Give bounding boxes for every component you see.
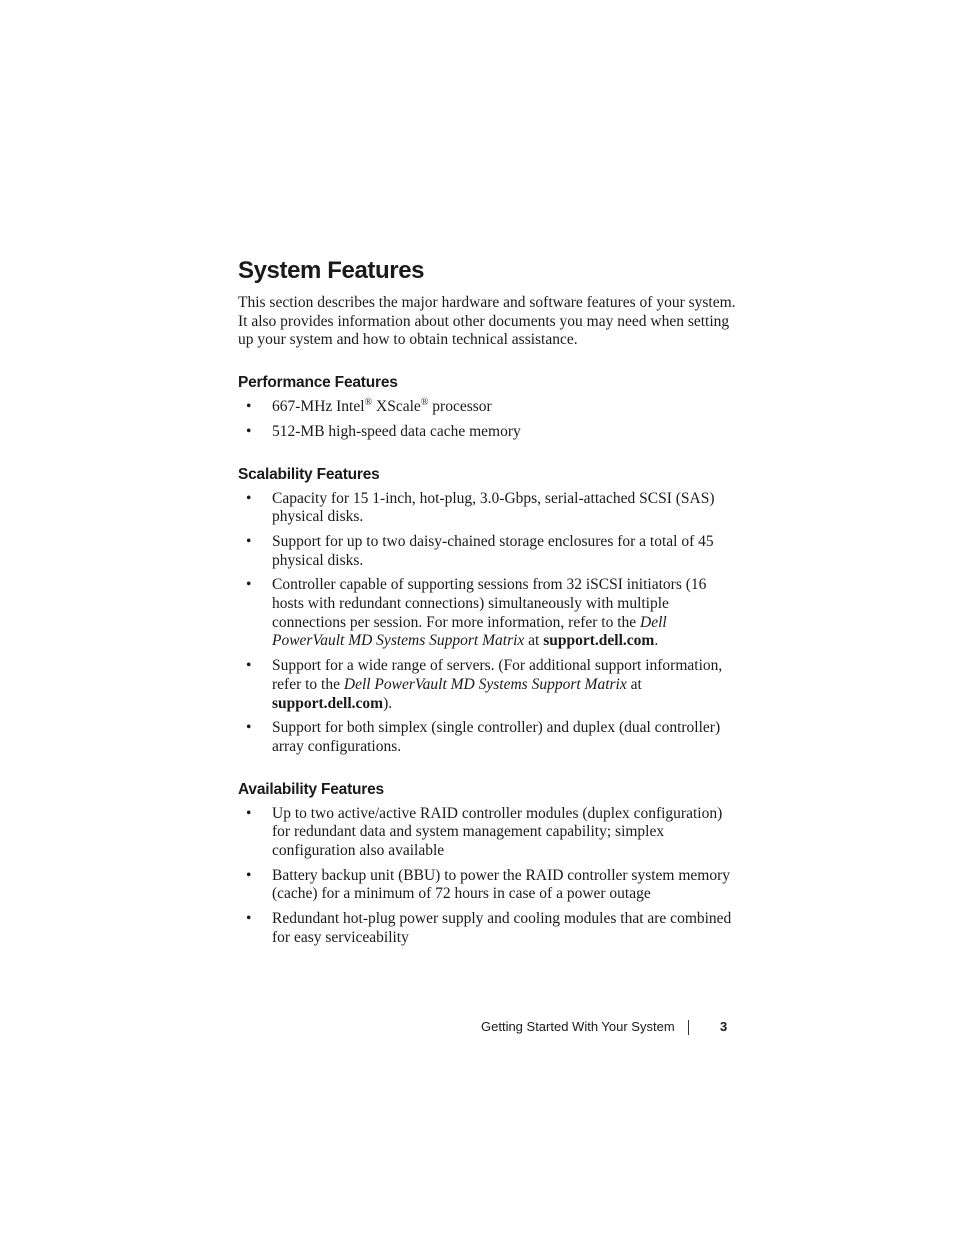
item-text: Support for a wide range of servers. (For additional support information, refer to the	[272, 657, 723, 693]
bullet: •	[246, 532, 252, 550]
bullet: •	[246, 576, 252, 594]
bullet: •	[246, 866, 252, 884]
item-text: 667-MHz Intel	[272, 398, 365, 416]
page-title: System Features	[238, 257, 425, 284]
registered-mark: ®	[420, 396, 429, 408]
list-item	[238, 423, 738, 442]
bullet: •	[246, 489, 252, 507]
item-text: at	[524, 632, 544, 650]
performance-list	[238, 398, 738, 441]
list-item	[238, 867, 738, 904]
item-text: ).	[383, 694, 393, 712]
item-text: Capacity for 15 1-inch, hot-plug, 3.0-Gbps, serial-attached SCSI (SAS) physical disks.	[272, 489, 715, 526]
bullet: •	[246, 398, 252, 416]
item-text: at	[626, 675, 642, 693]
support-link[interactable]: support.dell.com	[543, 632, 655, 650]
list-item	[238, 576, 738, 651]
bullet: •	[246, 422, 252, 440]
list-item	[238, 657, 738, 713]
scalability-list	[238, 490, 738, 757]
item-text: processor	[428, 398, 492, 416]
intro-paragraph: This section describes the major hardware and software features of your system. It also provides information about other documents you may need when setting up your system and how to obtain technical assistance.	[238, 294, 736, 349]
page-footer	[481, 1019, 741, 1039]
availability-list	[238, 805, 738, 948]
item-text: Support for up to two daisy-chained storage enclosures for a total of 45 physical disks.	[272, 532, 714, 569]
availability-heading: Availability Features	[238, 780, 384, 798]
item-text: Battery backup unit (BBU) to power the RAID controller system memory (cache) for a minimum of 72 hours in case of a power outage	[272, 866, 731, 903]
scalability-heading: Scalability Features	[238, 465, 380, 483]
bullet: •	[246, 910, 252, 928]
item-text: Up to two active/active RAID controller modules (duplex configuration) for redundant data and system management capability; simplex configuration also available	[272, 804, 723, 860]
page-content	[238, 256, 738, 971]
item-text: Support for both simplex (single controller) and duplex (dual controller) array configurations.	[272, 719, 721, 755]
list-item	[238, 490, 738, 527]
item-text: XScale	[372, 398, 421, 416]
list-item	[238, 719, 738, 756]
bullet: •	[246, 657, 252, 675]
bullet: •	[246, 719, 252, 737]
performance-heading: Performance Features	[238, 374, 398, 392]
document-title: Dell PowerVault MD Systems Support Matrix	[272, 613, 667, 650]
list-item	[238, 910, 738, 947]
list-item	[238, 805, 738, 861]
footer-separator	[688, 1020, 689, 1035]
item-text: Redundant hot-plug power supply and cooling modules that are combined for easy serviceability	[272, 910, 732, 946]
bullet: •	[246, 804, 252, 822]
item-text: 512-MB high-speed data cache memory	[272, 422, 521, 440]
item-text: .	[654, 632, 659, 650]
item-text: Controller capable of supporting sessions from 32 iSCSI initiators (16 hosts with redundant connections) simultaneously with multiple connections per session. For more information, refer to the	[272, 576, 707, 631]
document-title: Dell PowerVault MD Systems Support Matrix	[343, 675, 627, 693]
list-item	[238, 533, 738, 570]
support-link[interactable]: support.dell.com	[272, 694, 384, 712]
list-item	[238, 398, 738, 417]
registered-mark: ®	[364, 396, 373, 408]
footer-text: Getting Started With Your System	[481, 1019, 675, 1034]
page-number: 3	[720, 1019, 728, 1034]
